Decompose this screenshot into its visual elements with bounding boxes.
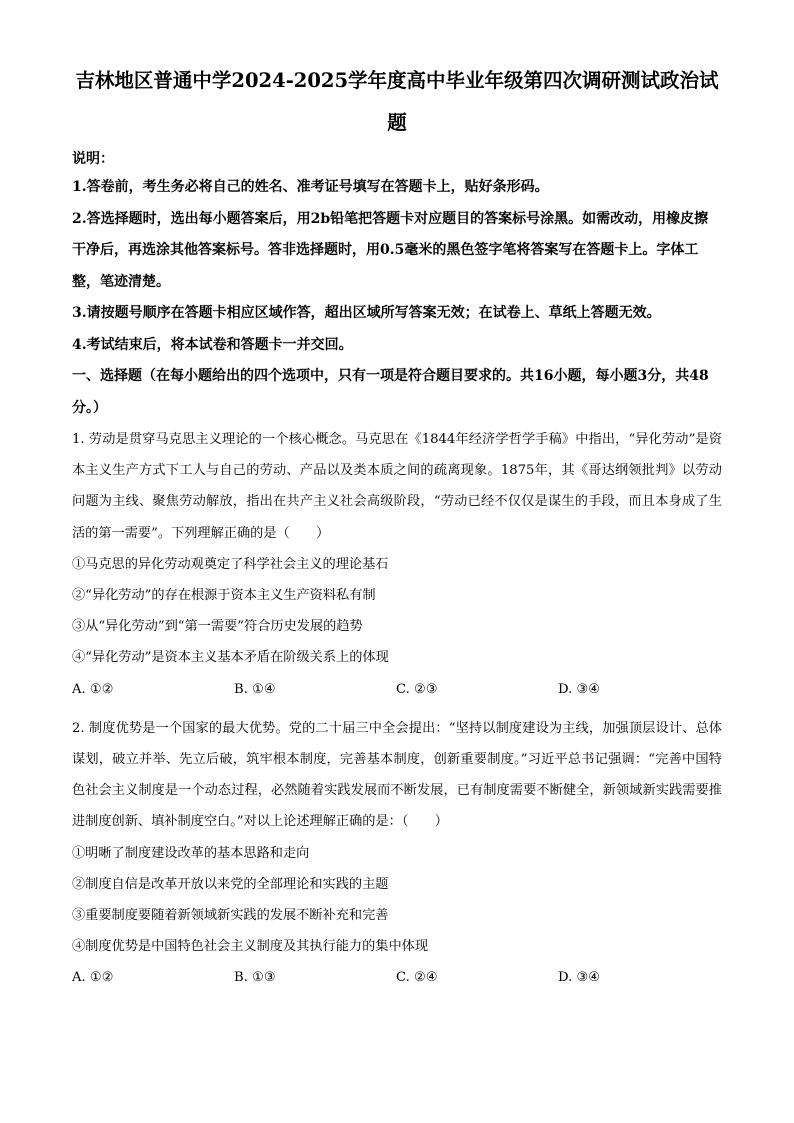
instructions-label: 说明： bbox=[72, 151, 114, 167]
exam-title: 吉林地区普通中学2024-2025学年度高中毕业年级第四次调研测试政治试题 bbox=[75, 69, 719, 134]
option-b[interactable]: B. ①③ bbox=[234, 970, 276, 986]
instruction-item-2: 2.答选择题时，选出每小题答案后，用2b铅笔把答题卡对应题目的答案标号涂黑。如需改动，用橡皮擦干净后，再选涂其他答案标号。答非选择题时，用0.5毫米的黑色签字笔将答案写在答题卡上。字体工整，笔迹清楚。 bbox=[72, 210, 709, 290]
exam-page bbox=[72, 60, 722, 994]
option-d[interactable]: D. ③④ bbox=[558, 681, 601, 697]
instruction-item-3: 3.请按题号顺序在答题卡相应区域作答，超出区域所写答案无效；在试卷上、草纸上答题无效。 bbox=[72, 305, 661, 321]
statement-4: ④制度优势是中国特色社会主义制度及其执行能力的集中体现 bbox=[72, 939, 429, 955]
question-stem: 2. 制度优势是一个国家的最大优势。党的二十届三中全会提出：“坚持以制度建设为主线，加强顶层设计、总体谋划，破立并举、先立后破，筑牢根本制度，完善基本制度，创新重要制度。”习近平总书记强调：“完善中国特色社会主义制度是一个动态过程，必然随着实践发展而不断发展，已有制度需要不断健全，新领域新实践需要推进制度创新、填补制度空白。”对以上论述理解正确的是：（ ） bbox=[72, 720, 722, 830]
statement-1: ①马克思的异化劳动观奠定了科学社会主义的理论基石 bbox=[72, 556, 389, 572]
instruction-item-4: 4.考试结束后，将本试卷和答题卡一并交回。 bbox=[72, 336, 353, 353]
option-b[interactable]: B. ①④ bbox=[234, 681, 276, 697]
statement-3: ③重要制度要随着新领域新实践的发展不断补充和完善 bbox=[72, 908, 389, 924]
options-row bbox=[72, 674, 722, 705]
statement-1: ①明晰了制度建设改革的基本思路和走向 bbox=[72, 845, 310, 861]
statement-3: ③从“异化劳动”到“第一需要”符合历史发展的趋势 bbox=[72, 619, 363, 635]
statement-2: ②“异化劳动”的存在根源于资本主义生产资料私有制 bbox=[72, 588, 376, 604]
question-2 bbox=[72, 713, 722, 994]
question-stem: 1. 劳动是贯穿马克思主义理论的一个核心概念。马克思在《1844年经济学哲学手稿》中指出，“异化劳动”是资本主义生产方式下工人与自己的劳动、产品以及类本质之间的疏离现象。1875年，其《哥达纲领批判》以劳动问题为主线、聚焦劳动解放，指出在共产主义社会高级阶段，“劳动已经不仅仅是谋生的手段，而且本身成了生活的第一需要”。下列理解正确的是（ ） bbox=[72, 432, 722, 541]
option-c[interactable]: C. ②④ bbox=[396, 970, 438, 986]
option-a[interactable]: A. ①② bbox=[72, 681, 114, 697]
question-1 bbox=[72, 424, 722, 705]
option-a[interactable]: A. ①② bbox=[72, 970, 114, 986]
statement-4: ④“异化劳动”是资本主义基本矛盾在阶级关系上的体现 bbox=[72, 650, 389, 666]
statement-2: ②制度自信是改革开放以来党的全部理论和实践的主题 bbox=[72, 876, 389, 892]
instruction-item-1: 1.答卷前，考生务必将自己的姓名、准考证号填写在答题卡上，贴好条形码。 bbox=[72, 179, 549, 195]
spacer bbox=[72, 705, 722, 713]
section-heading: 一、选择题（在每小题给出的四个选项中，只有一项是符合题目要求的。共16小题，每小题3分，共48分。） bbox=[72, 368, 709, 416]
option-c[interactable]: C. ②③ bbox=[396, 681, 438, 697]
option-d[interactable]: D. ③④ bbox=[558, 970, 601, 986]
options-row bbox=[72, 962, 722, 993]
